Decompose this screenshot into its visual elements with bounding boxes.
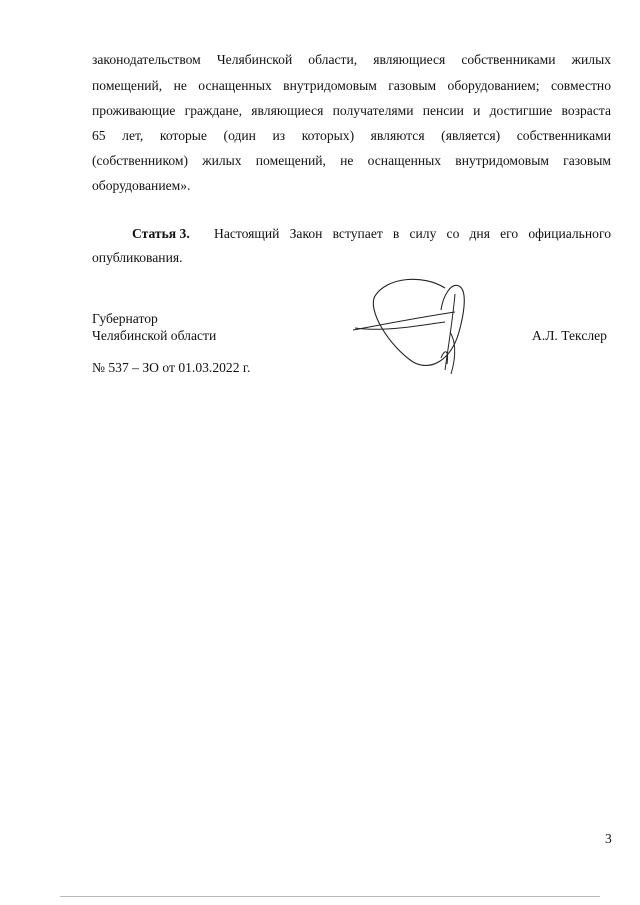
law-number-date: № 537 – ЗО от 01.03.2022 г.	[92, 360, 251, 375]
signatory-region: Челябинской области	[92, 328, 217, 343]
signatory-position: Губернатор	[92, 311, 158, 326]
paragraph-line: 65 лет, которые (один из которых) являются (является) собственниками	[92, 128, 611, 143]
article-text: Настоящий Закон вступает в силу со дня его официального	[214, 226, 611, 241]
paragraph-line: помещений, не оснащенных внутридомовым газовым оборудованием; совместно	[92, 78, 611, 93]
paragraph-line: (собственником) жилых помещений, не оснащенных внутридомовым газовым	[92, 153, 611, 168]
paragraph-line: законодательством Челябинской области, являющиеся собственниками жилых	[92, 52, 611, 67]
page-number: 3	[605, 831, 612, 846]
paragraph-line: проживающие граждане, являющиеся получателями пенсии и достигшие возраста	[92, 103, 611, 118]
signatory-name: А.Л. Текслер	[532, 328, 607, 343]
paragraph-line: оборудованием».	[92, 178, 191, 193]
article-label: Статья 3.	[132, 226, 190, 241]
article-text-continued: опубликования.	[92, 250, 183, 265]
handwritten-signature	[345, 272, 480, 380]
scan-edge-line	[60, 896, 600, 897]
